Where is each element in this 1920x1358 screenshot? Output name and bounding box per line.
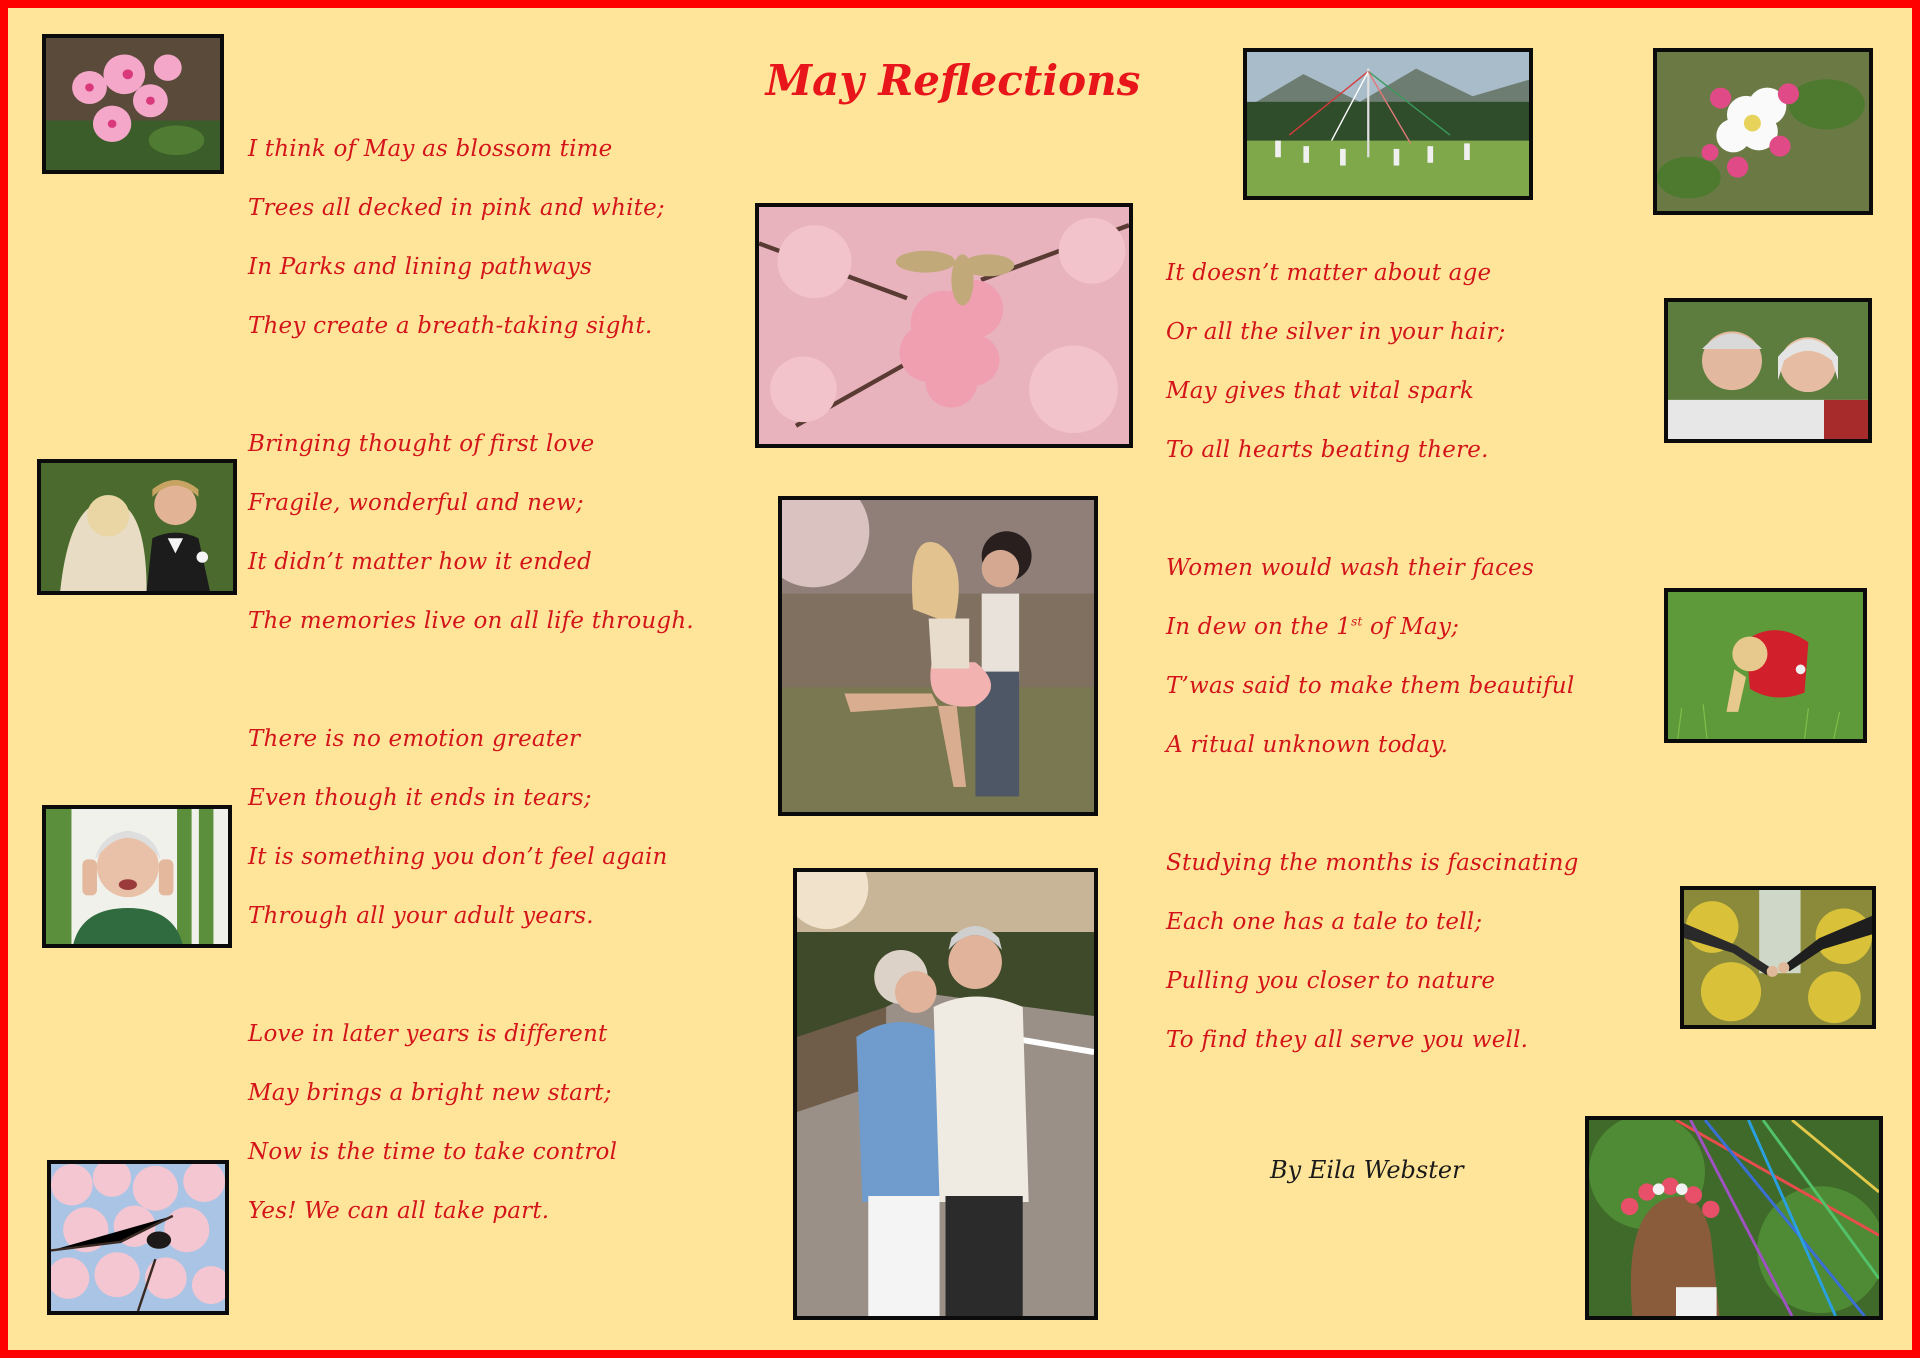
verse-line: They create a breath-taking sight. (248, 313, 653, 339)
verse-text: In dew on the 1 (1166, 614, 1352, 640)
verse-line: Or all the silver in your hair; (1166, 319, 1506, 345)
verse-line: Fragile, wonderful and new; (248, 490, 584, 516)
elderly-couple-photo (1664, 298, 1872, 443)
poem-title: May Reflections (765, 56, 1141, 105)
verse-line: Studying the months is fascinating (1166, 850, 1579, 876)
child-in-grass-photo (1664, 588, 1867, 743)
verse-text: of May; (1362, 614, 1460, 640)
verse-line: May brings a bright new start; (248, 1080, 612, 1106)
verse-line: It didn’t matter how it ended (248, 549, 592, 575)
laughing-grandmother-photo (42, 805, 232, 948)
verse-line (1166, 614, 1459, 640)
verse-line: It is something you don’t feel again (248, 844, 668, 870)
verse-line: To find they all serve you well. (1166, 1027, 1529, 1053)
wedding-couple-photo (37, 459, 237, 595)
verse-line: T’was said to make them beautiful (1166, 673, 1575, 699)
verse-line: In Parks and lining pathways (248, 254, 592, 280)
apple-blossom-photo (42, 34, 224, 174)
verse-line: Yes! We can all take part. (248, 1198, 550, 1224)
verse-line: The memories live on all life through. (248, 608, 694, 634)
verse-line: Even though it ends in tears; (248, 785, 592, 811)
verse-line: There is no emotion greater (248, 726, 581, 752)
cherry-blossom-tree-photo (47, 1160, 229, 1315)
ordinal-suffix: st (1351, 614, 1363, 629)
verse-line: Each one has a tale to tell; (1166, 909, 1483, 935)
reaching-hands-photo (1680, 886, 1876, 1029)
cherry-blossom-branch-photo (755, 203, 1133, 448)
elderly-couple-kiss-photo (793, 868, 1098, 1320)
maypole-dance-photo (1243, 48, 1533, 200)
young-couple-embrace-photo (778, 496, 1098, 816)
verse-line: Through all your adult years. (248, 903, 594, 929)
verse-line: A ritual unknown today. (1166, 732, 1449, 758)
apple-blossom-closeup-photo (1653, 48, 1873, 215)
author-byline: By Eila Webster (1270, 1156, 1464, 1184)
verse-line: I think of May as blossom time (248, 136, 613, 162)
verse-line: Bringing thought of first love (248, 431, 595, 457)
verse-line: Trees all decked in pink and white; (248, 195, 665, 221)
verse-line: To all hearts beating there. (1166, 437, 1489, 463)
verse-line: May gives that vital spark (1166, 378, 1475, 404)
verse-line: Pulling you closer to nature (1166, 968, 1496, 994)
verse-line: Now is the time to take control (248, 1139, 618, 1165)
verse-line: It doesn’t matter about age (1166, 260, 1492, 286)
verse-line: Love in later years is different (248, 1021, 608, 1047)
maypole-girl-flower-crown-photo (1585, 1116, 1883, 1320)
verse-line: Women would wash their faces (1166, 555, 1534, 581)
